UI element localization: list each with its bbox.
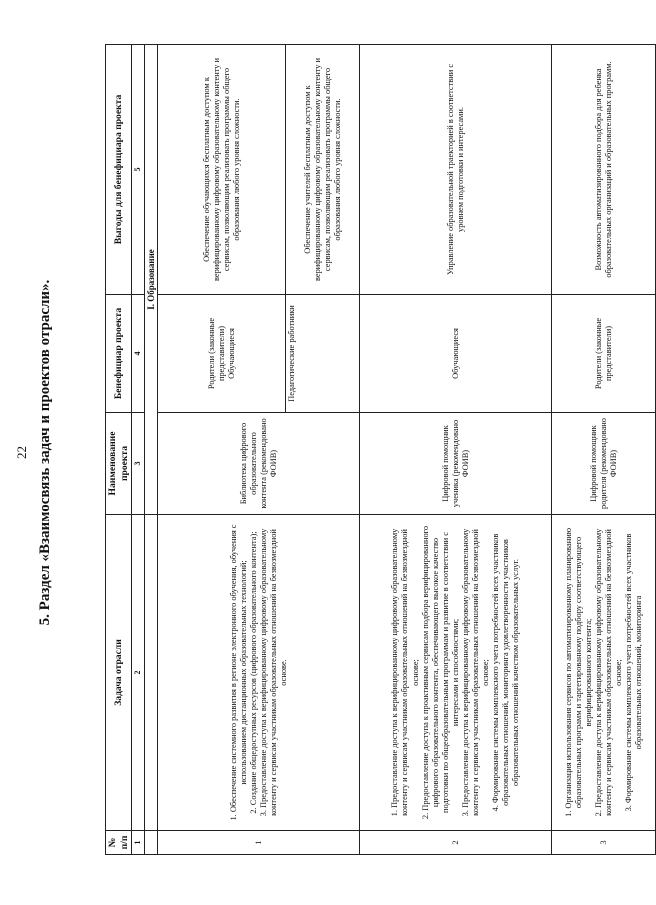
- page-number: 22: [14, 446, 29, 459]
- category-title: I. Образование: [144, 45, 158, 515]
- beneficiary: Обучающиеся: [360, 295, 552, 413]
- project-name: Цифровой помощник ученика (рекомендовано ФОИВ): [360, 413, 552, 515]
- task-item: 3. Предоставление доступа к верифицированному цифровому образовательному контенту и сервисам участникам образовательных отношений на безвозмездной основе.: [258, 528, 289, 817]
- section-title: 5. Раздел «Взаимосвязь задач и проектов отрасли».: [37, 279, 53, 626]
- table-row: [552, 45, 656, 855]
- project-name: Цифровой помощник родителя (рекомендовано ФОИВ): [552, 413, 656, 515]
- column-number-row: [132, 45, 145, 855]
- column-number: 4: [132, 295, 145, 413]
- task-item: 2. Предоставление доступа к верифицированному цифровому образовательному контенту и сервисам участникам образовательных отношений на безвозмездной основе;: [593, 528, 623, 817]
- beneficiary: Родители (законные представители) Обучающиеся: [158, 295, 286, 413]
- header-project: Наименование проекта: [106, 413, 132, 515]
- task-item: 4. Формирование системы комплексного учета потребностей всех участников образовательных отношений, мониторинга удовлетворенности участников образовательных отношений качеством образовательных услуг.: [491, 533, 521, 812]
- row-number: 1: [158, 831, 360, 855]
- column-number: 3: [132, 413, 145, 515]
- task-item: 1. Обеспечение системного развития в регионе электронного обучения, обучения с использованием дистанционных образовательных технологий;: [228, 524, 248, 821]
- task-item: 3. Предоставление доступа к верифицированному цифровому образовательному контенту и сервисам участникам образовательных отношений на безвозмездной основе;: [460, 528, 491, 817]
- column-number: 1: [132, 831, 145, 855]
- task-item: 1. Организация использования сервисов по автоматизированному планированию образовательных программ и таргетированному подбору соответствующего верифицированного контента;: [563, 528, 593, 817]
- table-row: [158, 45, 286, 855]
- benefit: Возможность автоматизированного подбора для ребенка образовательных организаций и образовательных программ.: [552, 45, 656, 295]
- header-number: № п/п: [106, 831, 132, 855]
- table-row: [360, 45, 552, 855]
- task-cell: [158, 515, 360, 831]
- task-item: 3. Формирование системы комплексного учета потребностей всех участников образовательных отношений, мониторинга: [624, 533, 644, 812]
- task-item: 1. Предоставление доступа к верифицированному цифровому образовательному контенту и сервисам участникам образовательных отношений на безвозмездной основе;: [390, 528, 420, 817]
- category-row: [144, 45, 158, 855]
- header-task: Задача отрасли: [106, 515, 132, 831]
- task-cell: [552, 515, 656, 831]
- tasks-projects-table: [105, 44, 656, 855]
- beneficiary: Педагогические работники: [286, 295, 360, 413]
- column-number: 5: [132, 45, 145, 295]
- row-number: 2: [360, 831, 552, 855]
- benefit: Управление образовательной траекторией в соответствии с уровнем подготовки и интересами.: [360, 45, 552, 295]
- task-cell: [360, 515, 552, 831]
- task-item: 2. Предоставление доступа к проактивным сервисам подбора верифицированного цифрового образовательного контента, обеспечивающего высокое качество подготовки по общеобразовательным программам и развитие в соответствии с интересами и способностями;: [420, 525, 460, 820]
- project-name: Библиотека цифрового образовательного контента (рекомендовано ФОИВ): [158, 413, 360, 515]
- benefit: Обеспечение учителей бесплатным доступом к верифицированному цифровому образовательному контенту и сервисам, позволяющим реализовать программы общего образования любого уровня сложности.: [286, 45, 360, 295]
- header-benefits: Выгоды для бенефициара проекта: [106, 45, 132, 295]
- benefit: Обеспечение обучающихся бесплатным доступом к верифицированному цифровому образовательному контенту и сервисам, позволяющим реализовать программы общего образования любого уровня сложности.: [158, 45, 286, 295]
- column-number: 2: [132, 515, 145, 831]
- task-item: 2. Создание общедоступных ресурсов (цифрового образовательного контента);: [248, 531, 258, 814]
- header-beneficiary: Бенефициар проекта: [106, 295, 132, 413]
- beneficiary: Родители (законные представители): [552, 295, 656, 413]
- table-header-row: [106, 45, 132, 855]
- row-number: 3: [552, 831, 656, 855]
